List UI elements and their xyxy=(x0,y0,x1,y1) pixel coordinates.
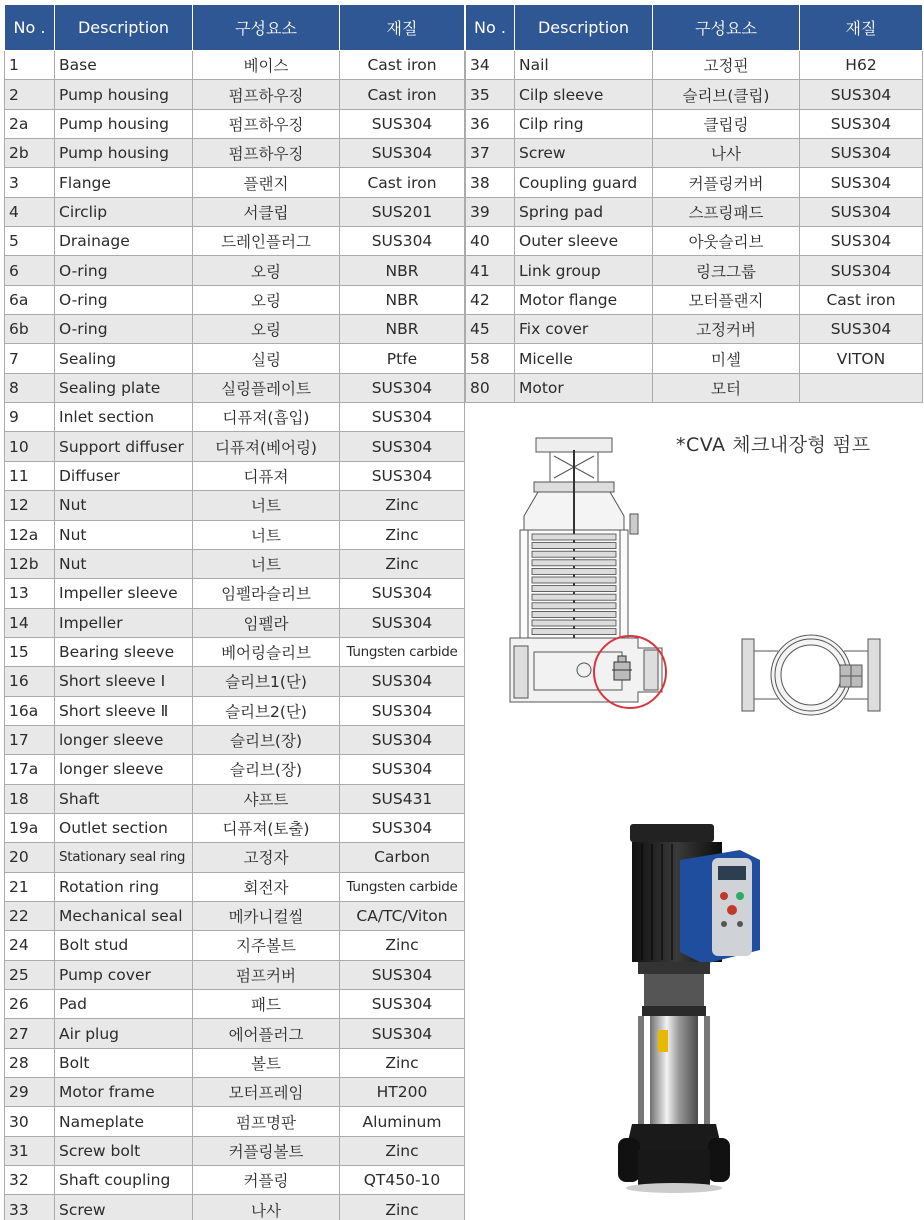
part-material-cell: SUS304 xyxy=(340,432,465,461)
part-component-ko-cell: 오링 xyxy=(193,285,340,314)
part-material-cell: Carbon xyxy=(340,843,465,872)
part-description-cell: Nut xyxy=(55,520,193,549)
table-row xyxy=(5,227,465,256)
part-number-cell: 9 xyxy=(5,403,55,432)
part-material-cell: SUS304 xyxy=(340,755,465,784)
part-description-cell: Motor flange xyxy=(515,285,653,314)
part-number-cell: 6 xyxy=(5,256,55,285)
part-description-cell: Sealing plate xyxy=(55,373,193,402)
part-material-cell: SUS304 xyxy=(340,608,465,637)
table-header-row xyxy=(466,5,923,51)
table-row xyxy=(466,197,923,226)
part-description-cell: Mechanical seal xyxy=(55,901,193,930)
part-description-cell: Pump housing xyxy=(55,139,193,168)
part-component-ko-cell: 너트 xyxy=(193,549,340,578)
part-description-cell: Motor xyxy=(515,373,653,402)
part-component-ko-cell: 서클립 xyxy=(193,197,340,226)
part-number-cell: 39 xyxy=(466,197,515,226)
part-description-cell: Short sleeve Ⅰ xyxy=(55,667,193,696)
part-description-cell: Micelle xyxy=(515,344,653,373)
part-component-ko-cell: 실링 xyxy=(193,344,340,373)
table-row xyxy=(5,784,465,813)
part-material-cell: SUS304 xyxy=(800,139,923,168)
part-material-cell: Zinc xyxy=(340,491,465,520)
table-row xyxy=(466,80,923,109)
part-material-cell: Zinc xyxy=(340,549,465,578)
part-component-ko-cell: 너트 xyxy=(193,520,340,549)
parts-table-left xyxy=(4,4,465,1220)
impeller-stage xyxy=(532,577,616,583)
part-description-cell: Outer sleeve xyxy=(515,227,653,256)
header-description: Description xyxy=(55,5,193,51)
part-material-cell xyxy=(800,373,923,402)
part-component-ko-cell: 미셀 xyxy=(653,344,800,373)
part-description-cell: Coupling guard xyxy=(515,168,653,197)
table-row xyxy=(466,168,923,197)
part-description-cell: Nut xyxy=(55,549,193,578)
table-row xyxy=(5,579,465,608)
part-material-cell: SUS304 xyxy=(340,725,465,754)
part-component-ko-cell: 임펠라슬리브 xyxy=(193,579,340,608)
part-material-cell: NBR xyxy=(340,315,465,344)
part-number-cell: 16 xyxy=(5,667,55,696)
table-row xyxy=(5,990,465,1019)
table-row xyxy=(5,109,465,138)
part-description-cell: Nail xyxy=(515,51,653,80)
part-material-cell: Zinc xyxy=(340,1195,465,1220)
impeller-stage xyxy=(532,594,616,600)
table-row xyxy=(5,843,465,872)
table-row xyxy=(5,1166,465,1195)
part-number-cell: 58 xyxy=(466,344,515,373)
part-component-ko-cell: 커플링커버 xyxy=(653,168,800,197)
part-component-ko-cell: 링크그룹 xyxy=(653,256,800,285)
table-row xyxy=(5,960,465,989)
part-description-cell: Diffuser xyxy=(55,461,193,490)
part-number-cell: 1 xyxy=(5,51,55,80)
part-material-cell: SUS304 xyxy=(340,1019,465,1048)
table-row xyxy=(5,1078,465,1107)
part-material-cell: Cast iron xyxy=(340,51,465,80)
part-description-cell: Inlet section xyxy=(55,403,193,432)
part-number-cell: 30 xyxy=(5,1107,55,1136)
table-row xyxy=(5,520,465,549)
table-row xyxy=(5,139,465,168)
part-material-cell: SUS304 xyxy=(800,315,923,344)
part-number-cell: 15 xyxy=(5,637,55,666)
part-material-cell: Zinc xyxy=(340,1048,465,1077)
impeller-stage xyxy=(532,620,616,626)
part-material-cell: NBR xyxy=(340,285,465,314)
part-number-cell: 35 xyxy=(466,80,515,109)
impeller-stage xyxy=(532,629,616,635)
header-component-ko: 구성요소 xyxy=(193,5,340,51)
part-description-cell: Drainage xyxy=(55,227,193,256)
part-description-cell: Support diffuser xyxy=(55,432,193,461)
part-description-cell: Air plug xyxy=(55,1019,193,1048)
part-description-cell: Short sleeve Ⅱ xyxy=(55,696,193,725)
drawing-caption: *CVA 체크내장형 펌프 xyxy=(676,434,871,456)
part-material-cell: Tungsten carbide xyxy=(340,637,465,666)
part-description-cell: Fix cover xyxy=(515,315,653,344)
part-component-ko-cell: 플랜지 xyxy=(193,168,340,197)
table-row xyxy=(5,667,465,696)
part-number-cell: 27 xyxy=(5,1019,55,1048)
part-material-cell: Zinc xyxy=(340,520,465,549)
table-row xyxy=(466,315,923,344)
table-row xyxy=(5,696,465,725)
part-component-ko-cell: 펌프하우징 xyxy=(193,109,340,138)
part-number-cell: 34 xyxy=(466,51,515,80)
part-description-cell: Pad xyxy=(55,990,193,1019)
header-no: No . xyxy=(466,5,515,51)
part-component-ko-cell: 커플링볼트 xyxy=(193,1136,340,1165)
header-component-ko: 구성요소 xyxy=(653,5,800,51)
check-valve-top-view-drawing xyxy=(738,625,884,725)
part-number-cell: 36 xyxy=(466,109,515,138)
part-number-cell: 6b xyxy=(5,315,55,344)
table-row xyxy=(5,285,465,314)
table-row xyxy=(5,813,465,842)
part-description-cell: Stationary seal ring xyxy=(55,843,193,872)
part-material-cell: CA/TC/Viton xyxy=(340,901,465,930)
part-material-cell: SUS304 xyxy=(800,256,923,285)
part-material-cell: SUS304 xyxy=(340,373,465,402)
part-description-cell: Outlet section xyxy=(55,813,193,842)
part-material-cell: Zinc xyxy=(340,931,465,960)
part-component-ko-cell: 나사 xyxy=(653,139,800,168)
part-number-cell: 12 xyxy=(5,491,55,520)
part-material-cell: SUS304 xyxy=(800,227,923,256)
part-description-cell: Pump cover xyxy=(55,960,193,989)
part-material-cell: SUS304 xyxy=(340,579,465,608)
part-description-cell: Link group xyxy=(515,256,653,285)
impeller-stage xyxy=(532,543,616,549)
parts-table-right xyxy=(465,4,923,403)
part-number-cell: 31 xyxy=(5,1136,55,1165)
part-number-cell: 8 xyxy=(5,373,55,402)
part-material-cell: SUS304 xyxy=(800,168,923,197)
part-description-cell: Sealing xyxy=(55,344,193,373)
impeller-stage xyxy=(532,534,616,540)
part-component-ko-cell: 임펠라 xyxy=(193,608,340,637)
table-row xyxy=(466,227,923,256)
part-description-cell: Nut xyxy=(55,491,193,520)
part-component-ko-cell: 실링플레이트 xyxy=(193,373,340,402)
part-material-cell: SUS304 xyxy=(340,960,465,989)
part-number-cell: 6a xyxy=(5,285,55,314)
table-row xyxy=(5,1195,465,1220)
part-number-cell: 21 xyxy=(5,872,55,901)
part-component-ko-cell: 모터 xyxy=(653,373,800,402)
part-description-cell: Nameplate xyxy=(55,1107,193,1136)
part-component-ko-cell: 펌프하우징 xyxy=(193,139,340,168)
part-description-cell: Rotation ring xyxy=(55,872,193,901)
table-row xyxy=(5,168,465,197)
header-no: No . xyxy=(5,5,55,51)
table-row xyxy=(5,1048,465,1077)
header-material: 재질 xyxy=(340,5,465,51)
part-material-cell: SUS304 xyxy=(340,403,465,432)
part-description-cell: Spring pad xyxy=(515,197,653,226)
parts-table-left-body xyxy=(5,51,465,1220)
part-material-cell: SUS304 xyxy=(340,990,465,1019)
table-row xyxy=(5,725,465,754)
part-material-cell: Cast iron xyxy=(800,285,923,314)
part-component-ko-cell: 펌프하우징 xyxy=(193,80,340,109)
part-component-ko-cell: 슬리브(장) xyxy=(193,725,340,754)
part-component-ko-cell: 샤프트 xyxy=(193,784,340,813)
part-component-ko-cell: 슬리브1(단) xyxy=(193,667,340,696)
part-number-cell: 13 xyxy=(5,579,55,608)
part-material-cell: SUS304 xyxy=(800,80,923,109)
part-component-ko-cell: 너트 xyxy=(193,491,340,520)
part-component-ko-cell: 슬리브(클립) xyxy=(653,80,800,109)
part-number-cell: 2b xyxy=(5,139,55,168)
table-row xyxy=(5,549,465,578)
part-component-ko-cell: 패드 xyxy=(193,990,340,1019)
part-number-cell: 41 xyxy=(466,256,515,285)
part-number-cell: 20 xyxy=(5,843,55,872)
part-description-cell: Cilp ring xyxy=(515,109,653,138)
part-description-cell: Motor frame xyxy=(55,1078,193,1107)
part-component-ko-cell: 나사 xyxy=(193,1195,340,1220)
part-number-cell: 12a xyxy=(5,520,55,549)
header-material: 재질 xyxy=(800,5,923,51)
part-number-cell: 45 xyxy=(466,315,515,344)
part-number-cell: 17a xyxy=(5,755,55,784)
part-material-cell: HT200 xyxy=(340,1078,465,1107)
part-material-cell: SUS201 xyxy=(340,197,465,226)
part-component-ko-cell: 디퓨져(베어링) xyxy=(193,432,340,461)
part-number-cell: 37 xyxy=(466,139,515,168)
table-row xyxy=(466,344,923,373)
part-component-ko-cell: 에어플러그 xyxy=(193,1019,340,1048)
table-row xyxy=(5,637,465,666)
part-number-cell: 32 xyxy=(5,1166,55,1195)
part-description-cell: Bolt stud xyxy=(55,931,193,960)
part-material-cell: Cast iron xyxy=(340,168,465,197)
part-number-cell: 14 xyxy=(5,608,55,637)
table-row xyxy=(5,344,465,373)
part-component-ko-cell: 모터플랜지 xyxy=(653,285,800,314)
part-component-ko-cell: 오링 xyxy=(193,315,340,344)
impeller-stage xyxy=(532,560,616,566)
part-description-cell: O-ring xyxy=(55,315,193,344)
table-row xyxy=(5,461,465,490)
impeller-stage xyxy=(532,568,616,574)
part-material-cell: SUS304 xyxy=(340,696,465,725)
part-description-cell: Shaft xyxy=(55,784,193,813)
part-description-cell: longer sleeve xyxy=(55,755,193,784)
part-material-cell: SUS304 xyxy=(340,667,465,696)
part-component-ko-cell: 디퓨져 xyxy=(193,461,340,490)
table-row xyxy=(5,315,465,344)
table-row xyxy=(5,901,465,930)
part-material-cell: SUS304 xyxy=(340,461,465,490)
table-row xyxy=(5,373,465,402)
table-row xyxy=(5,1136,465,1165)
part-number-cell: 4 xyxy=(5,197,55,226)
part-number-cell: 24 xyxy=(5,931,55,960)
part-material-cell: Cast iron xyxy=(340,80,465,109)
part-component-ko-cell: 고정핀 xyxy=(653,51,800,80)
table-row xyxy=(5,1019,465,1048)
part-component-ko-cell: 아웃슬리브 xyxy=(653,227,800,256)
part-number-cell: 29 xyxy=(5,1078,55,1107)
table-row xyxy=(5,872,465,901)
table-header-row xyxy=(5,5,465,51)
part-material-cell: Zinc xyxy=(340,1136,465,1165)
header-description: Description xyxy=(515,5,653,51)
part-component-ko-cell: 고정커버 xyxy=(653,315,800,344)
table-row xyxy=(5,491,465,520)
part-component-ko-cell: 펌프명판 xyxy=(193,1107,340,1136)
part-component-ko-cell: 베이스 xyxy=(193,51,340,80)
part-number-cell: 42 xyxy=(466,285,515,314)
table-row xyxy=(5,256,465,285)
part-material-cell: SUS304 xyxy=(340,109,465,138)
part-component-ko-cell: 모터프레임 xyxy=(193,1078,340,1107)
part-description-cell: Base xyxy=(55,51,193,80)
part-description-cell: Cilp sleeve xyxy=(515,80,653,109)
part-material-cell: SUS304 xyxy=(340,227,465,256)
part-number-cell: 18 xyxy=(5,784,55,813)
parts-table-right-body xyxy=(466,51,923,403)
part-material-cell: H62 xyxy=(800,51,923,80)
table-row xyxy=(466,285,923,314)
part-description-cell: Circlip xyxy=(55,197,193,226)
part-number-cell: 22 xyxy=(5,901,55,930)
part-component-ko-cell: 지주볼트 xyxy=(193,931,340,960)
part-component-ko-cell: 회전자 xyxy=(193,872,340,901)
part-number-cell: 3 xyxy=(5,168,55,197)
part-description-cell: Screw xyxy=(55,1195,193,1220)
part-component-ko-cell: 슬리브2(단) xyxy=(193,696,340,725)
part-component-ko-cell: 디퓨져(토출) xyxy=(193,813,340,842)
part-description-cell: O-ring xyxy=(55,256,193,285)
part-number-cell: 40 xyxy=(466,227,515,256)
impeller-stage xyxy=(532,586,616,592)
part-description-cell: Impeller sleeve xyxy=(55,579,193,608)
part-number-cell: 25 xyxy=(5,960,55,989)
part-component-ko-cell: 커플링 xyxy=(193,1166,340,1195)
part-number-cell: 11 xyxy=(5,461,55,490)
part-description-cell: Pump housing xyxy=(55,80,193,109)
part-material-cell: SUS431 xyxy=(340,784,465,813)
part-component-ko-cell: 클립링 xyxy=(653,109,800,138)
part-number-cell: 17 xyxy=(5,725,55,754)
part-material-cell: Ptfe xyxy=(340,344,465,373)
part-number-cell: 2 xyxy=(5,80,55,109)
part-component-ko-cell: 펌프커버 xyxy=(193,960,340,989)
part-component-ko-cell: 메카니컬씰 xyxy=(193,901,340,930)
part-description-cell: Shaft coupling xyxy=(55,1166,193,1195)
part-description-cell: Flange xyxy=(55,168,193,197)
part-material-cell: Tungsten carbide xyxy=(340,872,465,901)
pump-cross-section-drawing xyxy=(494,430,684,720)
part-description-cell: Screw xyxy=(515,139,653,168)
table-row xyxy=(5,80,465,109)
part-component-ko-cell: 오링 xyxy=(193,256,340,285)
table-row xyxy=(466,139,923,168)
table-row xyxy=(5,197,465,226)
part-description-cell: Pump housing xyxy=(55,109,193,138)
part-number-cell: 80 xyxy=(466,373,515,402)
part-component-ko-cell: 볼트 xyxy=(193,1048,340,1077)
table-row xyxy=(5,755,465,784)
part-description-cell: Screw bolt xyxy=(55,1136,193,1165)
part-description-cell: Bearing sleeve xyxy=(55,637,193,666)
part-component-ko-cell: 디퓨져(흡입) xyxy=(193,403,340,432)
part-number-cell: 33 xyxy=(5,1195,55,1220)
part-component-ko-cell: 슬리브(장) xyxy=(193,755,340,784)
part-number-cell: 16a xyxy=(5,696,55,725)
part-number-cell: 5 xyxy=(5,227,55,256)
part-description-cell: Bolt xyxy=(55,1048,193,1077)
table-row xyxy=(5,432,465,461)
part-number-cell: 7 xyxy=(5,344,55,373)
part-component-ko-cell: 고정자 xyxy=(193,843,340,872)
part-number-cell: 2a xyxy=(5,109,55,138)
part-component-ko-cell: 드레인플러그 xyxy=(193,227,340,256)
part-number-cell: 12b xyxy=(5,549,55,578)
part-number-cell: 19a xyxy=(5,813,55,842)
table-row xyxy=(466,256,923,285)
table-row xyxy=(466,373,923,402)
part-material-cell: SUS304 xyxy=(340,139,465,168)
part-number-cell: 38 xyxy=(466,168,515,197)
table-row xyxy=(5,1107,465,1136)
impeller-stage xyxy=(532,603,616,609)
table-row xyxy=(5,51,465,80)
pump-product-image xyxy=(612,820,782,1195)
part-number-cell: 26 xyxy=(5,990,55,1019)
part-description-cell: Impeller xyxy=(55,608,193,637)
part-material-cell: SUS304 xyxy=(800,109,923,138)
part-component-ko-cell: 베어링슬리브 xyxy=(193,637,340,666)
table-row xyxy=(5,931,465,960)
table-row xyxy=(466,109,923,138)
table-row xyxy=(5,403,465,432)
table-row xyxy=(466,51,923,80)
part-material-cell: SUS304 xyxy=(340,813,465,842)
part-number-cell: 28 xyxy=(5,1048,55,1077)
part-material-cell: NBR xyxy=(340,256,465,285)
part-material-cell: QT450-10 xyxy=(340,1166,465,1195)
part-material-cell: SUS304 xyxy=(800,197,923,226)
part-number-cell: 10 xyxy=(5,432,55,461)
impeller-stage xyxy=(532,611,616,617)
impeller-stage xyxy=(532,551,616,557)
part-description-cell: O-ring xyxy=(55,285,193,314)
part-description-cell: longer sleeve xyxy=(55,725,193,754)
part-material-cell: VITON xyxy=(800,344,923,373)
part-component-ko-cell: 스프링패드 xyxy=(653,197,800,226)
part-material-cell: Aluminum xyxy=(340,1107,465,1136)
table-row xyxy=(5,608,465,637)
